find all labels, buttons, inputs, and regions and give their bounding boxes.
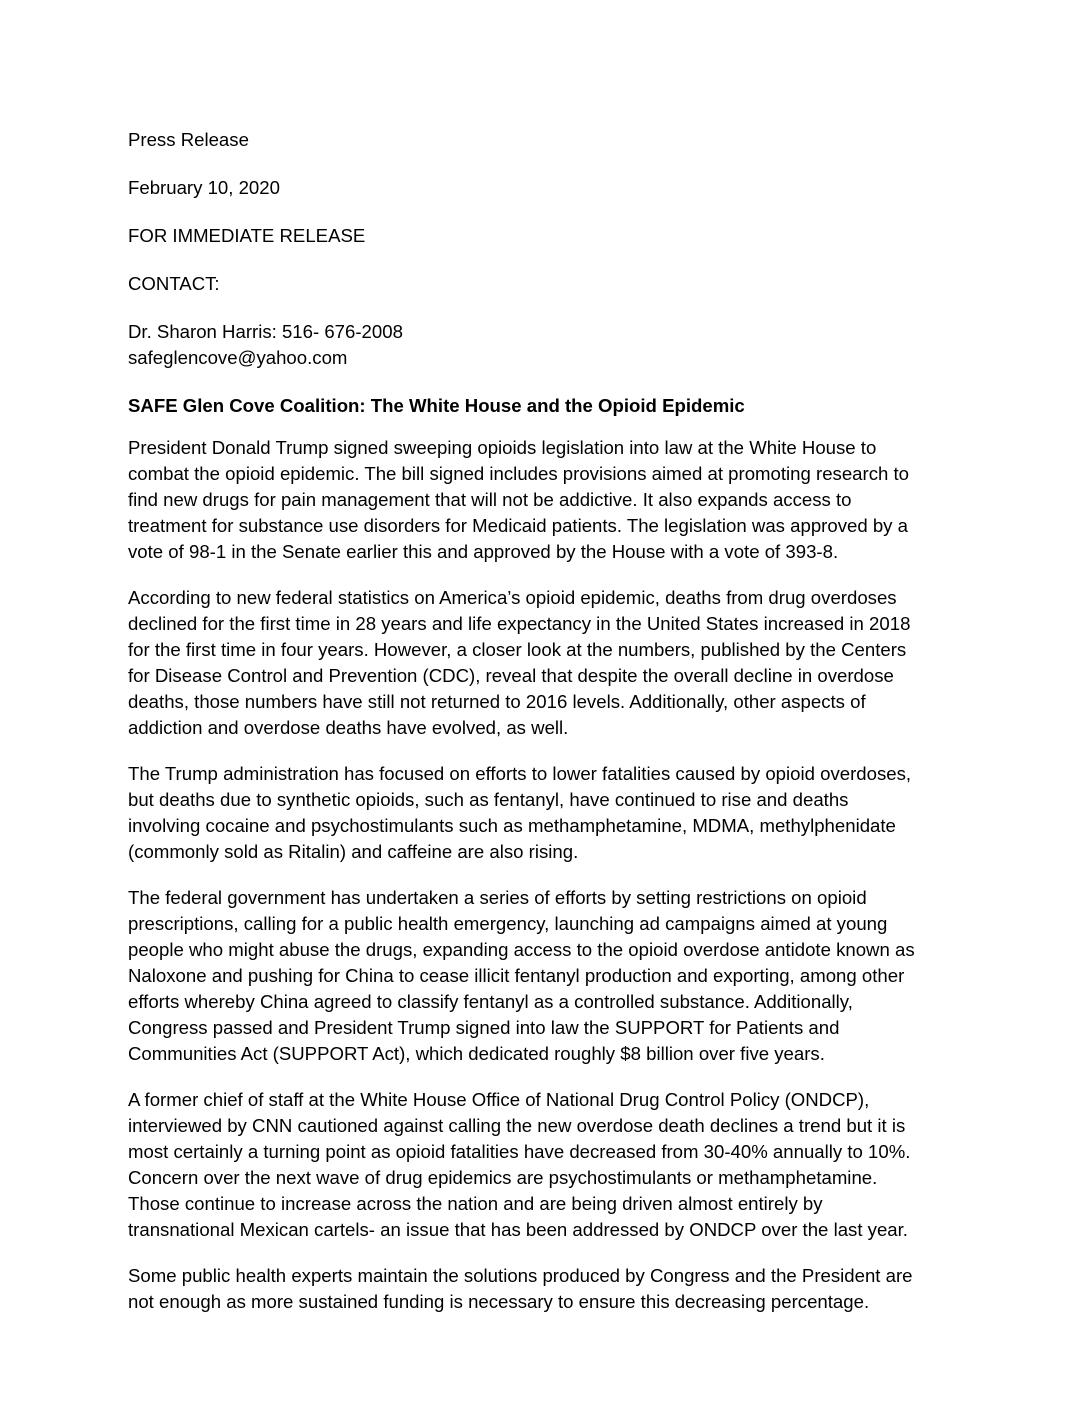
paragraph-line: declined for the first time in 28 years and life expectancy in the United States increased in 2018 [128,613,911,634]
paragraph-line: involving cocaine and psychostimulants such as methamphetamine, MDMA, methylphenidate [128,815,896,836]
paragraph-line: most certainly a turning point as opioid fatalities have decreased from 30-40% annually to 10%. [128,1141,911,1162]
paragraph-line: find new drugs for pain management that will not be addictive. It also expands access to [128,489,852,510]
paragraph-line: prescriptions, calling for a public health emergency, launching ad campaigns aimed at young [128,913,888,934]
paragraph-2 [128,585,968,741]
paragraph-line: transnational Mexican cartels- an issue that has been addressed by ONDCP over the last year. [128,1219,908,1240]
paragraph-line: The federal government has undertaken a series of efforts by setting restrictions on opioid [128,887,867,908]
paragraph-line: According to new federal statistics on America’s opioid epidemic, deaths from drug overdoses [128,587,897,608]
paragraph-line: for Disease Control and Prevention (CDC), reveal that despite the overall decline in overdose [128,665,894,686]
paragraph-line: Congress passed and President Trump signed into law the SUPPORT for Patients and [128,1017,840,1038]
paragraph-line: Communities Act (SUPPORT Act), which dedicated roughly $8 billion over five years. [128,1043,825,1064]
paragraph-1 [128,435,968,565]
paragraph-line: Some public health experts maintain the solutions produced by Congress and the President are [128,1265,913,1286]
paragraph-line: Naloxone and pushing for China to cease illicit fentanyl production and exporting, among other [128,965,905,986]
paragraph-4 [128,885,968,1067]
paragraph-line: vote of 98-1 in the Senate earlier this and approved by the House with a vote of 393-8. [128,541,839,562]
paragraph-line: President Donald Trump signed sweeping opioids legislation into law at the White House to [128,437,877,458]
paragraph-line: Those continue to increase across the nation and are being driven almost entirely by [128,1193,823,1214]
doc-type-label: Press Release [128,129,249,150]
release-type: FOR IMMEDIATE RELEASE [128,225,366,246]
paragraph-line: people who might abuse the drugs, expanding access to the opioid overdose antidote known as [128,939,915,960]
paragraph-line: Concern over the next wave of drug epidemics are psychostimulants or methamphetamine. [128,1167,878,1188]
paragraph-line: treatment for substance use disorders for Medicaid patients. The legislation was approved by a [128,515,908,536]
paragraph-line: (commonly sold as Ritalin) and caffeine are also rising. [128,841,579,862]
paragraph-5 [128,1087,968,1243]
paragraph-line: The Trump administration has focused on efforts to lower fatalities caused by opioid overdoses, [128,763,912,784]
paragraph-line: efforts whereby China agreed to classify fentanyl as a controlled substance. Additionally, [128,991,853,1012]
contact-name-phone: Dr. Sharon Harris: 516- 676-2008 [128,321,403,342]
paragraph-line: combat the opioid epidemic. The bill signed includes provisions aimed at promoting research to [128,463,910,484]
paragraph-line: deaths, those numbers have still not returned to 2016 levels. Additionally, other aspects of [128,691,866,712]
contact-label: CONTACT: [128,273,220,294]
paragraph-line: for the first time in four years. However, a closer look at the numbers, published by the Centers [128,639,907,660]
release-date: February 10, 2020 [128,177,280,198]
paragraph-line: addiction and overdose deaths have evolved, as well. [128,717,569,738]
paragraph-line: but deaths due to synthetic opioids, such as fentanyl, have continued to rise and deaths [128,789,849,810]
paragraph-line: A former chief of staff at the White House Office of National Drug Control Policy (ONDCP), [128,1089,870,1110]
document-body [128,127,968,1335]
paragraph-3 [128,761,968,865]
headline: SAFE Glen Cove Coalition: The White House and the Opioid Epidemic [128,395,745,416]
contact-email: safeglencove@yahoo.com [128,347,348,368]
paragraph-line: interviewed by CNN cautioned against calling the new overdose death declines a trend but it is [128,1115,906,1136]
paragraph-6 [128,1263,968,1315]
paragraph-line: not enough as more sustained funding is necessary to ensure this decreasing percentage. [128,1291,870,1312]
